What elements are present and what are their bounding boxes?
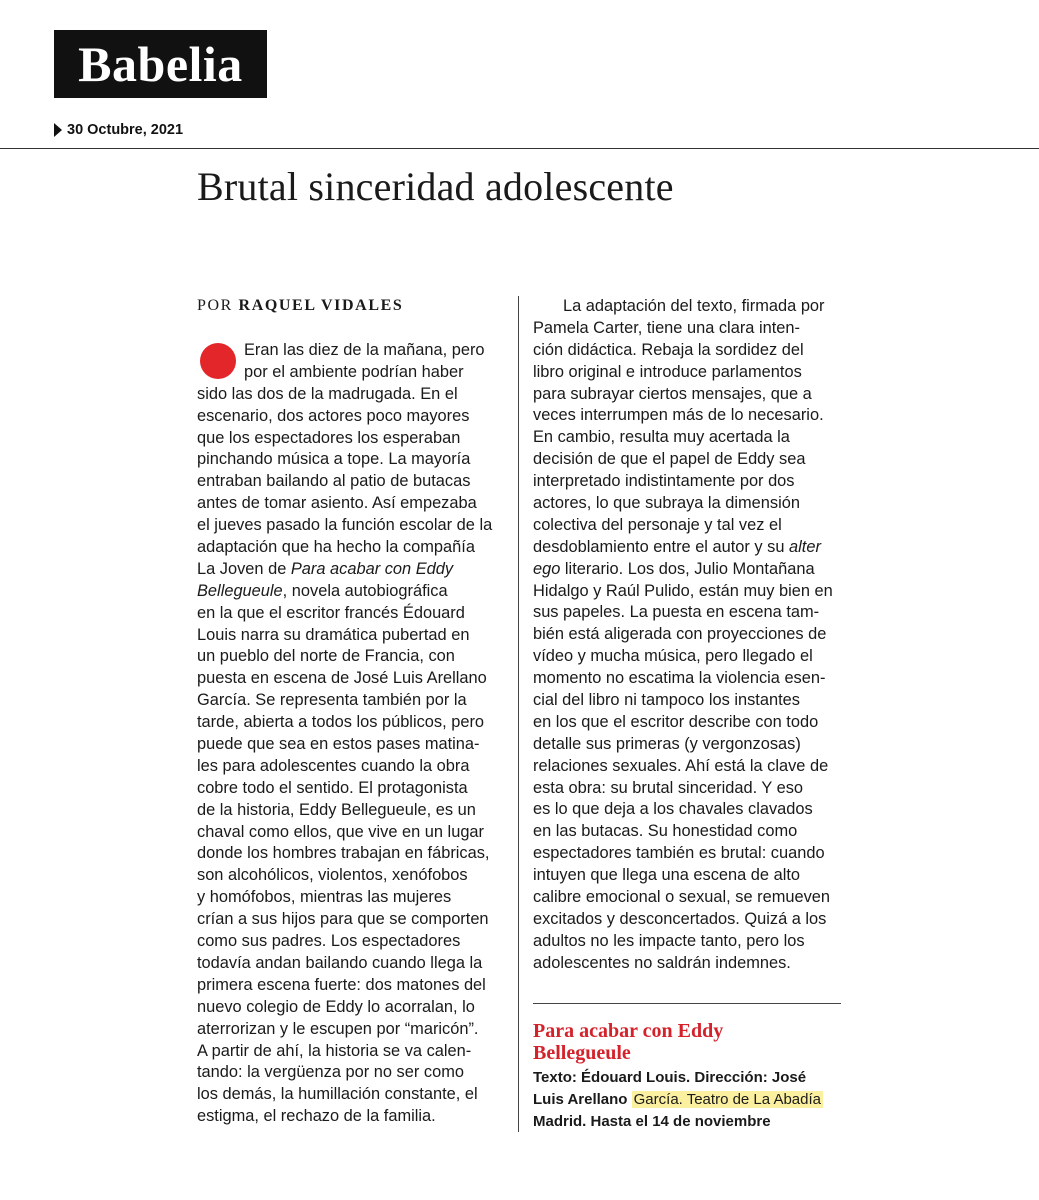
text-line: Hidalgo y Raúl Pulido, están muy bien en bbox=[533, 581, 833, 600]
text-line: el jueves pasado la función escolar de la bbox=[197, 516, 493, 535]
byline bbox=[197, 297, 403, 315]
info-box-divider bbox=[533, 1003, 841, 1004]
text-line: adaptación que ha hecho la compañía bbox=[197, 538, 475, 557]
credits-line: Texto: Édouard Louis. Dirección: José bbox=[533, 1069, 807, 1086]
text-fragment: literario. Los dos, Julio Montañana bbox=[560, 559, 815, 578]
text-line bbox=[533, 559, 849, 581]
text-line: adolescentes no saldrán indemnes. bbox=[533, 953, 791, 972]
text-line bbox=[197, 559, 515, 581]
text-line: como sus padres. Los espectadores bbox=[197, 932, 461, 951]
text-line: los demás, la humillación constante, el bbox=[197, 1085, 478, 1104]
text-line: puede que sea en estos pases matina- bbox=[197, 735, 480, 754]
text-line: en las butacas. Su honestidad como bbox=[533, 822, 798, 841]
text-line: Eran las diez de la mañana, pero bbox=[244, 341, 485, 359]
text-line: para subrayar ciertos mensajes, que a bbox=[533, 384, 812, 403]
text-line: tarde, abierta a todos los públicos, pero bbox=[197, 713, 485, 732]
text-line: todavía andan bailando cuando llega la bbox=[197, 953, 483, 972]
text-line: nuevo colegio de Eddy lo acorralan, lo bbox=[197, 997, 475, 1016]
text-line: escenario, dos actores poco mayores bbox=[197, 406, 470, 425]
highlighted-text: García. Teatro de La Abadía bbox=[633, 1091, 821, 1108]
text-line: puesta en escena de José Luis Arellano bbox=[197, 669, 487, 688]
byline-prefix: POR bbox=[197, 297, 233, 314]
text-line: tando: la vergüenza por no ser como bbox=[197, 1063, 464, 1082]
text-line: intuyen que llega una escena de alto bbox=[533, 866, 801, 885]
text-line: A partir de ahí, la historia se va calen- bbox=[197, 1041, 472, 1060]
text-line: les para adolescentes cuando la obra bbox=[197, 756, 470, 775]
credits-line bbox=[533, 1089, 823, 1111]
text-line: Louis narra su dramática pubertad en bbox=[197, 625, 470, 644]
text-line: momento no escatima la violencia esen- bbox=[533, 669, 826, 688]
article-column-left bbox=[197, 340, 515, 1128]
text-line: por el ambiente podrían haber bbox=[244, 362, 464, 381]
info-box-title-line: Para acabar con Eddy bbox=[533, 1020, 724, 1042]
text-line: cobre todo el sentido. El protagonista bbox=[197, 778, 468, 797]
text-line: relaciones sexuales. Ahí está la clave de bbox=[533, 756, 829, 775]
text-line: ción didáctica. Rebaja la sordidez del bbox=[533, 340, 804, 359]
text-line: espectadores también es brutal: cuando bbox=[533, 844, 825, 863]
book-title-italic: Bellegueule bbox=[197, 581, 283, 600]
text-line bbox=[533, 537, 849, 559]
text-line: decisión de que el papel de Eddy sea bbox=[533, 450, 806, 469]
text-line: aterrorizan y le escupen por “maricón”. bbox=[197, 1019, 479, 1038]
column-divider bbox=[518, 296, 519, 1132]
text-line: en la que el escritor francés Édouard bbox=[197, 603, 465, 622]
text-line: en los que el escritor describe con todo bbox=[533, 712, 819, 731]
publication-date: 30 Octubre, 2021 bbox=[67, 122, 184, 138]
text-line: un pueblo del norte de Francia, con bbox=[197, 647, 455, 666]
text-line: son alcohólicos, violentos, xenófobos bbox=[197, 866, 468, 885]
text-line: es lo que deja a los chavales clavados bbox=[533, 800, 813, 819]
italic-word: ego bbox=[533, 559, 561, 578]
text-line: bién está aligerada con proyecciones de bbox=[533, 625, 827, 644]
text-line: García. Se representa también por la bbox=[197, 691, 467, 710]
text-line: calibre emocional o sexual, se remueven bbox=[533, 888, 831, 907]
text-line: colectiva del personaje y tal vez el bbox=[533, 515, 782, 534]
text-fragment: desdoblamiento entre el autor y su bbox=[533, 537, 790, 556]
text-line: de la historia, Eddy Bellegueule, es un bbox=[197, 800, 476, 819]
text-line: actores, lo que subraya la dimensión bbox=[533, 494, 800, 513]
text-line: antes de tomar asiento. Así empezaba bbox=[197, 494, 477, 513]
info-box-title-line: Bellegueule bbox=[533, 1042, 631, 1064]
header-divider bbox=[0, 148, 1039, 149]
text-fragment: La Joven de bbox=[197, 559, 291, 578]
text-line: primera escena fuerte: dos matones del bbox=[197, 975, 486, 994]
byline-author: RAQUEL VIDALES bbox=[238, 297, 404, 314]
text-line: La adaptación del texto, firmada por bbox=[563, 297, 825, 315]
text-line bbox=[197, 581, 515, 603]
triangle-right-icon bbox=[54, 123, 62, 137]
book-title-italic: Para acabar con Eddy bbox=[290, 559, 454, 578]
text-line: que los espectadores los esperaban bbox=[197, 428, 461, 447]
article-headline: Brutal sinceridad adolescente bbox=[197, 164, 674, 209]
text-line: crían a sus hijos para que se comporten bbox=[197, 910, 489, 929]
date-row bbox=[54, 120, 183, 140]
text-line: donde los hombres trabajan en fábricas, bbox=[197, 844, 490, 863]
text-line: adultos no les impacte tanto, pero los bbox=[533, 931, 805, 950]
text-line: sus papeles. La puesta en escena tam- bbox=[533, 603, 820, 622]
credits-fragment: Luis Arellano bbox=[533, 1091, 632, 1108]
text-line: interpretado indistintamente por dos bbox=[533, 472, 795, 491]
text-line: En cambio, resulta muy acertada la bbox=[533, 428, 790, 447]
text-line: vídeo y mucha música, pero llegado el bbox=[533, 647, 813, 666]
article-column-right bbox=[533, 296, 849, 975]
info-box-credits bbox=[533, 1067, 823, 1133]
text-line: y homófobos, mientras las mujeres bbox=[197, 888, 452, 907]
text-line: libro original e introduce parlamentos bbox=[533, 362, 802, 381]
info-box-title bbox=[533, 1020, 723, 1064]
text-fragment: , novela autobiográfica bbox=[282, 581, 448, 600]
text-line: cial del libro ni tampoco los instantes bbox=[533, 691, 800, 710]
credits-line: Madrid. Hasta el 14 de noviembre bbox=[533, 1113, 771, 1130]
text-line: entraban bailando al patio de butacas bbox=[197, 472, 471, 491]
text-line: estigma, el rechazo de la familia. bbox=[197, 1107, 436, 1126]
text-line: sido las dos de la madrugada. En el bbox=[197, 384, 458, 403]
text-line: esta obra: su brutal sinceridad. Y eso bbox=[533, 778, 804, 797]
text-line: pinchando música a tope. La mayoría bbox=[197, 450, 471, 469]
text-line: excitados y desconcertados. Quizá a los bbox=[533, 909, 827, 928]
text-line: detalle sus primeras (y vergonzosas) bbox=[533, 734, 801, 753]
text-line: chaval como ellos, que vive en un lugar bbox=[197, 822, 485, 841]
text-line: Pamela Carter, tiene una clara inten- bbox=[533, 318, 800, 337]
text-line: veces interrumpen más de lo necesario. bbox=[533, 406, 824, 425]
italic-word: alter bbox=[789, 537, 821, 556]
babelia-logo: Babelia bbox=[54, 30, 267, 98]
